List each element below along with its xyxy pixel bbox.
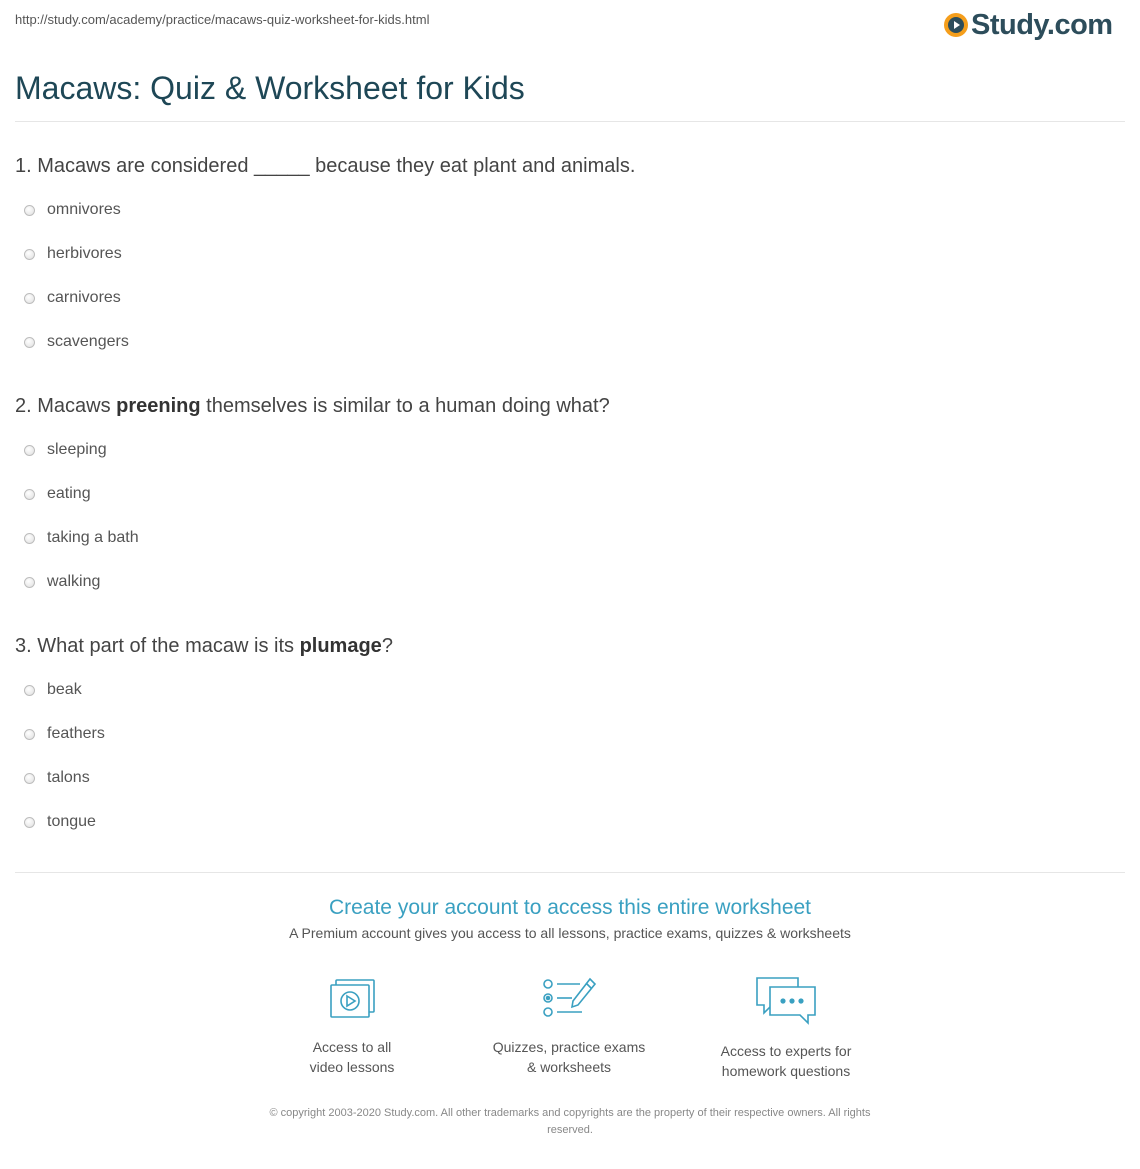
- page-url: http://study.com/academy/practice/macaws-quiz-worksheet-for-kids.html: [15, 12, 430, 27]
- question-keyword: plumage: [299, 635, 382, 657]
- answer-option[interactable]: [24, 572, 100, 592]
- create-account-link[interactable]: Create your account to access this entire worksheet: [328, 896, 812, 919]
- page-title: Macaws: Quiz & Worksheet for Kids: [15, 70, 525, 106]
- cta-subtitle: A Premium account gives you access to all lessons, practice exams, quizzes & worksheets: [289, 925, 851, 941]
- option-label: feathers: [47, 725, 105, 742]
- radio-button[interactable]: [24, 249, 35, 260]
- option-label: taking a bath: [47, 529, 139, 546]
- question-text-end: ?: [381, 635, 393, 657]
- copyright-line-1: © copyright 2003-2020 Study.com. All other trademarks and copyrights are the property of their respective owners. All rights: [269, 1107, 871, 1119]
- question-text: 1. Macaws are considered _____ because they eat plant and animals.: [15, 155, 636, 177]
- option-label: scavengers: [47, 333, 129, 350]
- feature-line-1: Access to experts for: [720, 1043, 852, 1059]
- radio-button[interactable]: [24, 489, 35, 500]
- answer-option[interactable]: [24, 288, 121, 308]
- quiz-checklist-icon: [540, 975, 598, 1023]
- answer-option[interactable]: [24, 680, 82, 700]
- option-label: omnivores: [47, 201, 121, 218]
- answer-option[interactable]: [24, 484, 91, 504]
- answer-option[interactable]: [24, 440, 107, 460]
- chat-bubbles-icon: [754, 975, 818, 1027]
- radio-button[interactable]: [24, 817, 35, 828]
- answer-option[interactable]: [24, 812, 96, 832]
- radio-button[interactable]: [24, 685, 35, 696]
- answer-option[interactable]: [24, 768, 90, 788]
- option-label: eating: [47, 485, 91, 502]
- radio-button[interactable]: [24, 729, 35, 740]
- answer-option[interactable]: [24, 200, 121, 220]
- question-2: [15, 395, 610, 418]
- feature-line-2: video lessons: [309, 1059, 395, 1075]
- logo-text: Study.com: [971, 8, 1113, 41]
- option-label: carnivores: [47, 289, 121, 306]
- question-text: 3. What part of the macaw is its: [15, 635, 300, 657]
- answer-option[interactable]: [24, 724, 105, 744]
- answer-option[interactable]: [24, 332, 129, 352]
- feature-line-2: homework questions: [721, 1063, 851, 1079]
- study-logo[interactable]: [944, 8, 1113, 42]
- option-label: beak: [47, 681, 82, 698]
- answer-option[interactable]: [24, 244, 122, 264]
- option-label: walking: [47, 573, 101, 590]
- copyright-notice: [215, 1105, 925, 1139]
- radio-button[interactable]: [24, 205, 35, 216]
- play-logo-icon: [944, 13, 968, 37]
- answer-option[interactable]: [24, 528, 139, 548]
- option-label: talons: [47, 769, 90, 786]
- video-lessons-icon: [326, 975, 378, 1023]
- copyright-line-2: reserved.: [547, 1124, 593, 1136]
- question-1: [15, 155, 635, 178]
- radio-button[interactable]: [24, 577, 35, 588]
- question-text-end: themselves is similar to a human doing what?: [200, 395, 610, 417]
- radio-button[interactable]: [24, 533, 35, 544]
- option-label: herbivores: [47, 245, 122, 262]
- feature-experts: [691, 975, 881, 1081]
- radio-button[interactable]: [24, 773, 35, 784]
- radio-button[interactable]: [24, 293, 35, 304]
- question-3: [15, 635, 393, 658]
- divider: [15, 872, 1125, 873]
- radio-button[interactable]: [24, 337, 35, 348]
- feature-video-lessons: [257, 975, 447, 1077]
- feature-line-1: Access to all: [312, 1039, 392, 1055]
- question-keyword: preening: [116, 395, 201, 417]
- radio-button[interactable]: [24, 445, 35, 456]
- feature-line-1: Quizzes, practice exams: [492, 1039, 646, 1055]
- feature-line-2: & worksheets: [526, 1059, 612, 1075]
- option-label: sleeping: [47, 441, 107, 458]
- option-label: tongue: [47, 813, 96, 830]
- divider: [15, 121, 1125, 122]
- question-text: 2. Macaws: [15, 395, 117, 417]
- feature-quizzes: [474, 975, 664, 1077]
